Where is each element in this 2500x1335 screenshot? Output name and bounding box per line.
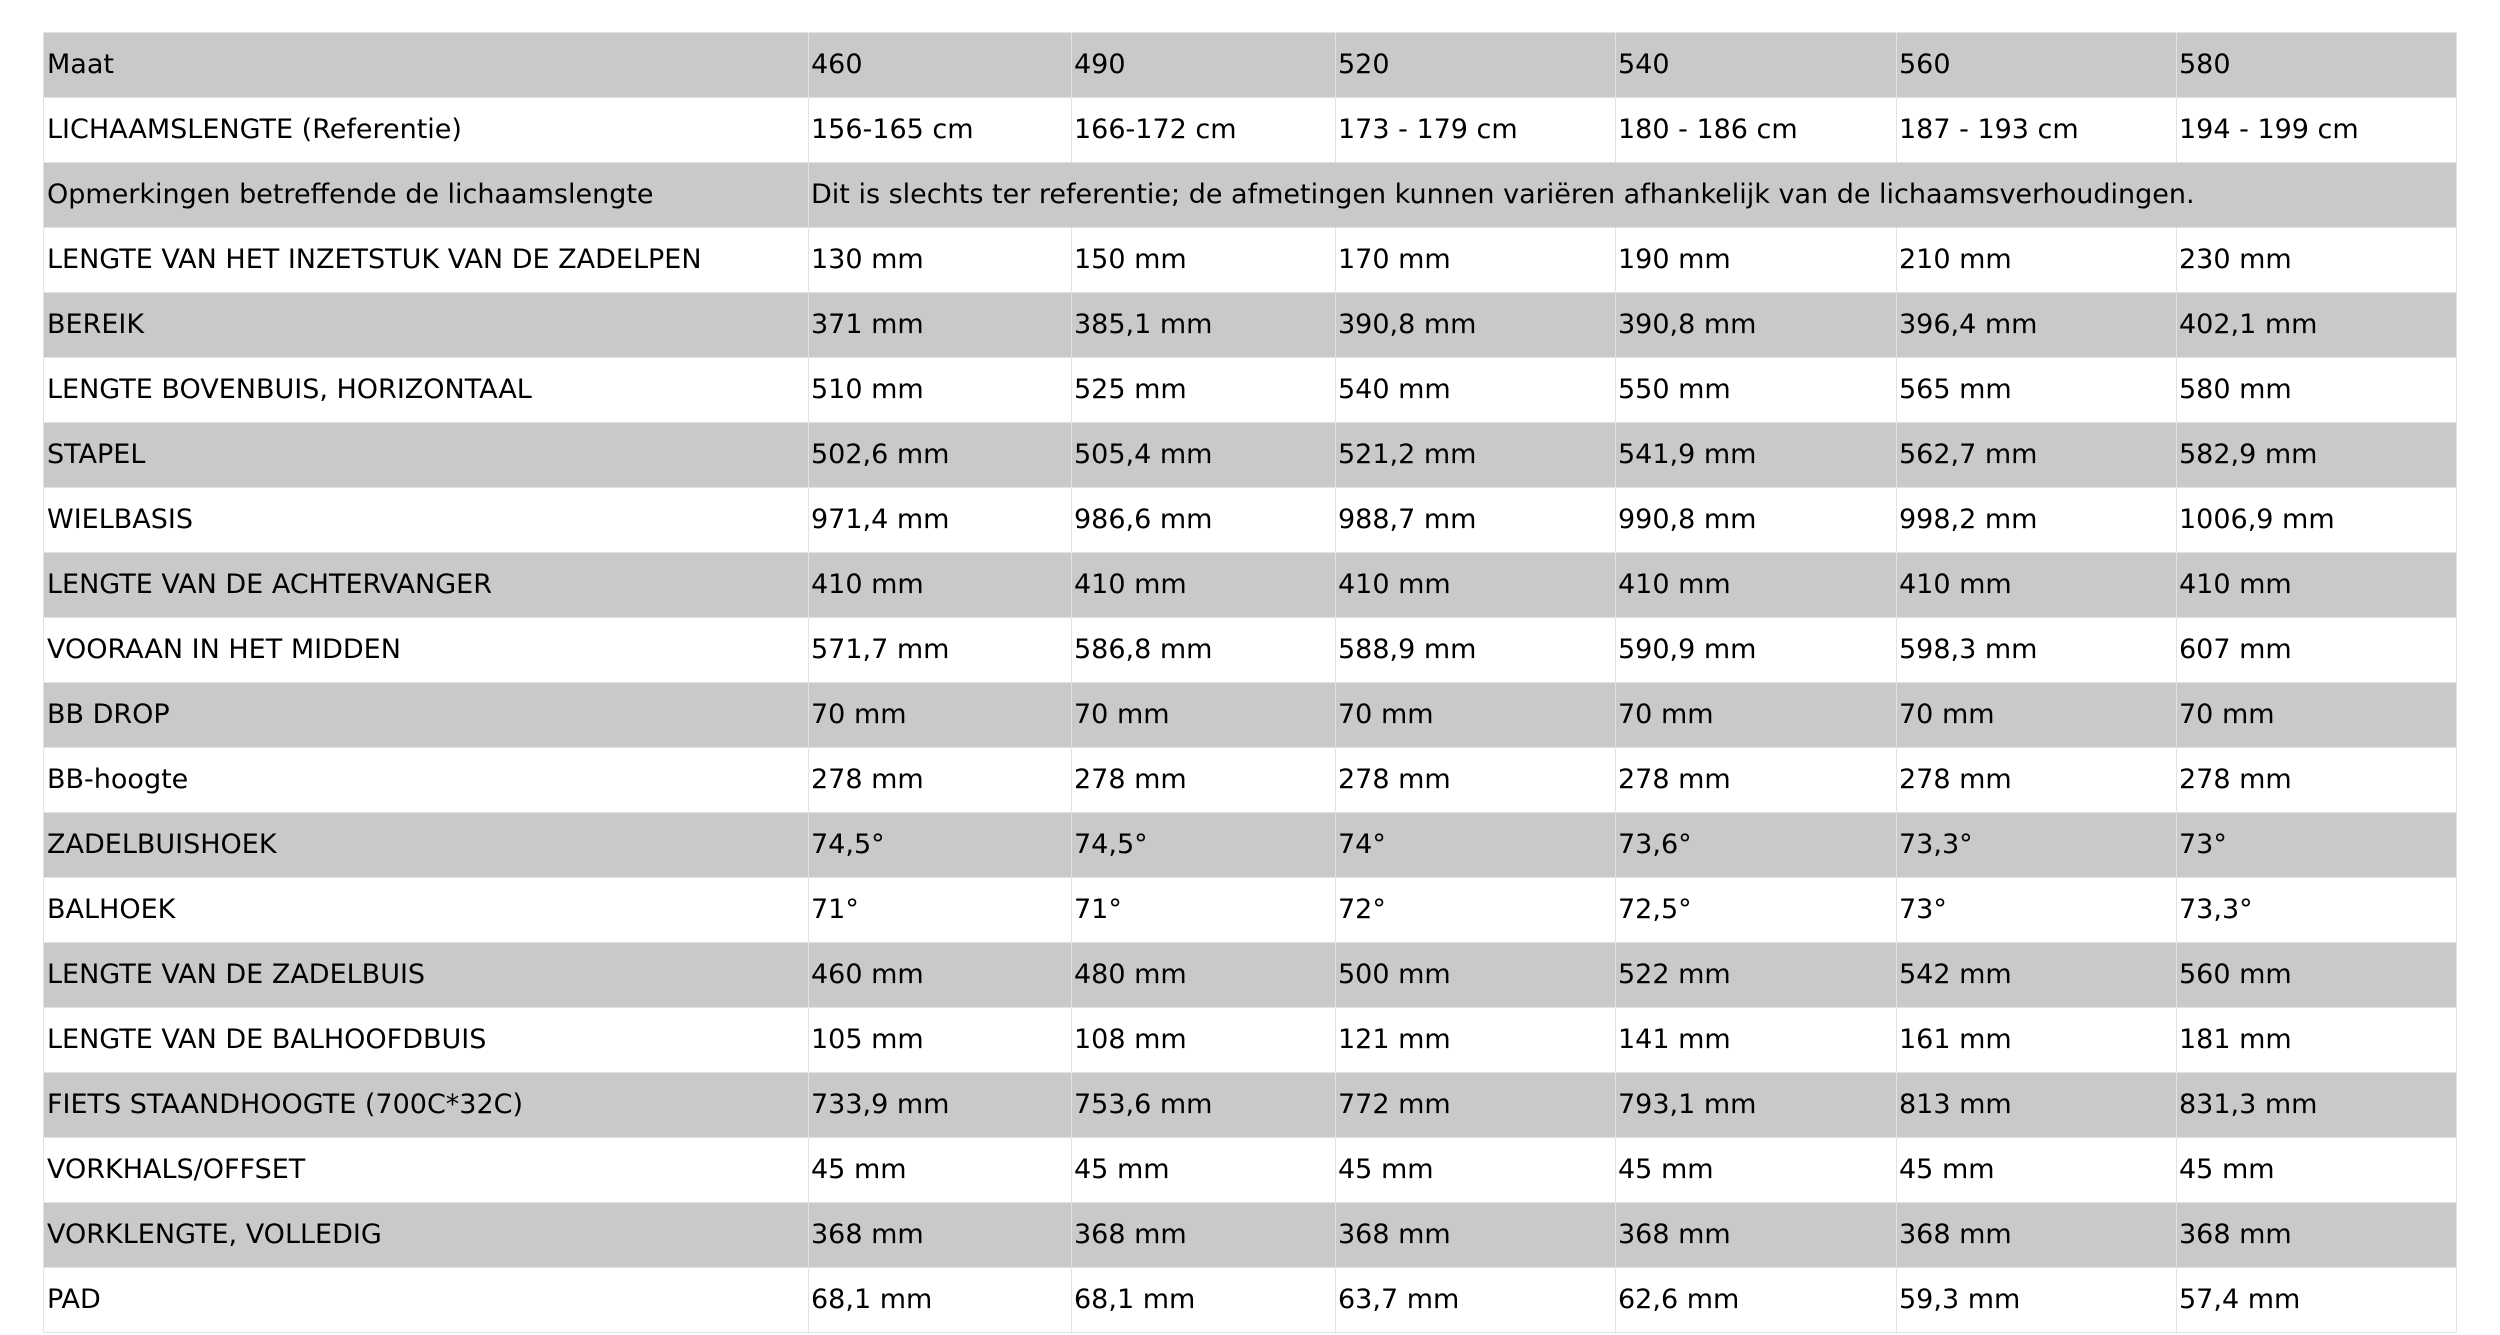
- table-cell: 396,4 mm: [1897, 293, 2177, 358]
- table-cell: 368 mm: [809, 1203, 1072, 1268]
- table-cell: 410 mm: [809, 553, 1072, 618]
- geometry-table-body: [44, 33, 2457, 1333]
- table-cell: 73,3°: [1897, 813, 2177, 878]
- table-row-body-length-note: [44, 163, 2457, 228]
- row-label: BB-hoogte: [44, 748, 809, 813]
- table-cell: 156-165 cm: [809, 98, 1072, 163]
- table-cell: 73°: [2177, 813, 2457, 878]
- table-cell: 410 mm: [1072, 553, 1336, 618]
- table-cell: 161 mm: [1897, 1008, 2177, 1073]
- table-cell: 540 mm: [1336, 358, 1616, 423]
- row-label: LENGTE VAN DE BALHOOFDBUIS: [44, 1008, 809, 1073]
- table-cell: 368 mm: [1616, 1203, 1897, 1268]
- table-cell: 70 mm: [809, 683, 1072, 748]
- table-cell: 971,4 mm: [809, 488, 1072, 553]
- table-cell: 278 mm: [1336, 748, 1616, 813]
- table-cell: 68,1 mm: [1072, 1268, 1336, 1333]
- table-cell: 45 mm: [1897, 1138, 2177, 1203]
- row-label: FIETS STAANDHOOGTE (700C*32C): [44, 1073, 809, 1138]
- table-cell: 542 mm: [1897, 943, 2177, 1008]
- table-cell: 753,6 mm: [1072, 1073, 1336, 1138]
- table-cell: 410 mm: [2177, 553, 2457, 618]
- table-row: [44, 1073, 2457, 1138]
- table-cell: 74,5°: [809, 813, 1072, 878]
- table-cell: 1006,9 mm: [2177, 488, 2457, 553]
- table-cell: 990,8 mm: [1616, 488, 1897, 553]
- table-cell: 562,7 mm: [1897, 423, 2177, 488]
- table-cell: 500 mm: [1336, 943, 1616, 1008]
- table-cell: 521,2 mm: [1336, 423, 1616, 488]
- table-cell: 121 mm: [1336, 1008, 1616, 1073]
- table-row: [44, 683, 2457, 748]
- row-label: LENGTE VAN DE ACHTERVANGER: [44, 553, 809, 618]
- table-cell: 510 mm: [809, 358, 1072, 423]
- size-header-cell: 580: [2177, 33, 2457, 98]
- table-cell: 560 mm: [2177, 943, 2457, 1008]
- table-row: [44, 1203, 2457, 1268]
- table-cell: 385,1 mm: [1072, 293, 1336, 358]
- table-cell: 278 mm: [1897, 748, 2177, 813]
- table-cell: 57,4 mm: [2177, 1268, 2457, 1333]
- table-cell: 590,9 mm: [1616, 618, 1897, 683]
- table-cell: 390,8 mm: [1616, 293, 1897, 358]
- row-label: BEREIK: [44, 293, 809, 358]
- row-label: VORKHALS/OFFSET: [44, 1138, 809, 1203]
- table-cell: 68,1 mm: [809, 1268, 1072, 1333]
- table-row: [44, 553, 2457, 618]
- table-cell: 70 mm: [1072, 683, 1336, 748]
- row-label: PAD: [44, 1268, 809, 1333]
- table-cell: 45 mm: [1072, 1138, 1336, 1203]
- table-cell: 70 mm: [2177, 683, 2457, 748]
- row-label: LENGTE VAN HET INZETSTUK VAN DE ZADELPEN: [44, 228, 809, 293]
- row-label: STAPEL: [44, 423, 809, 488]
- geometry-table: [43, 32, 2457, 1333]
- table-cell: 45 mm: [809, 1138, 1072, 1203]
- table-row: [44, 228, 2457, 293]
- table-cell: 45 mm: [2177, 1138, 2457, 1203]
- table-cell: 571,7 mm: [809, 618, 1072, 683]
- size-header-cell: 460: [809, 33, 1072, 98]
- table-cell: 410 mm: [1336, 553, 1616, 618]
- row-label: LENGTE VAN DE ZADELBUIS: [44, 943, 809, 1008]
- table-cell: 278 mm: [809, 748, 1072, 813]
- table-cell: 402,1 mm: [2177, 293, 2457, 358]
- table-cell: 59,3 mm: [1897, 1268, 2177, 1333]
- table-cell: 582,9 mm: [2177, 423, 2457, 488]
- table-cell: 278 mm: [1616, 748, 1897, 813]
- table-cell: 194 - 199 cm: [2177, 98, 2457, 163]
- table-cell: 390,8 mm: [1336, 293, 1616, 358]
- table-cell: 410 mm: [1616, 553, 1897, 618]
- table-cell: 772 mm: [1336, 1073, 1616, 1138]
- table-cell: 541,9 mm: [1616, 423, 1897, 488]
- table-cell: 813 mm: [1897, 1073, 2177, 1138]
- table-cell: 598,3 mm: [1897, 618, 2177, 683]
- table-row: [44, 748, 2457, 813]
- table-cell: 150 mm: [1072, 228, 1336, 293]
- table-row: [44, 488, 2457, 553]
- size-header-cell: 540: [1616, 33, 1897, 98]
- size-header-label: Maat: [44, 33, 809, 98]
- table-cell: 71°: [1072, 878, 1336, 943]
- table-cell: 170 mm: [1336, 228, 1616, 293]
- table-cell: 71°: [809, 878, 1072, 943]
- table-cell: 62,6 mm: [1616, 1268, 1897, 1333]
- table-cell: 187 - 193 cm: [1897, 98, 2177, 163]
- table-row: [44, 878, 2457, 943]
- table-row: [44, 358, 2457, 423]
- table-cell: 180 - 186 cm: [1616, 98, 1897, 163]
- row-label: BALHOEK: [44, 878, 809, 943]
- table-cell: 190 mm: [1616, 228, 1897, 293]
- table-cell: 522 mm: [1616, 943, 1897, 1008]
- table-cell: 141 mm: [1616, 1008, 1897, 1073]
- table-cell: 173 - 179 cm: [1336, 98, 1616, 163]
- table-cell: 210 mm: [1897, 228, 2177, 293]
- table-cell: 74°: [1336, 813, 1616, 878]
- table-cell: 502,6 mm: [809, 423, 1072, 488]
- table-cell: 368 mm: [1336, 1203, 1616, 1268]
- table-cell: 371 mm: [809, 293, 1072, 358]
- table-cell: 278 mm: [2177, 748, 2457, 813]
- table-cell: 368 mm: [1897, 1203, 2177, 1268]
- table-cell: 580 mm: [2177, 358, 2457, 423]
- table-cell: 72°: [1336, 878, 1616, 943]
- table-cell: 505,4 mm: [1072, 423, 1336, 488]
- table-cell: 368 mm: [1072, 1203, 1336, 1268]
- table-cell: 70 mm: [1897, 683, 2177, 748]
- body-length-note-text: Dit is slechts ter referentie; de afmetingen kunnen variëren afhankelijk van de lichaamsverhoudingen.: [809, 163, 2457, 228]
- table-cell: 70 mm: [1336, 683, 1616, 748]
- table-cell: 793,1 mm: [1616, 1073, 1897, 1138]
- table-cell: 525 mm: [1072, 358, 1336, 423]
- size-header-cell: 560: [1897, 33, 2177, 98]
- row-label: Opmerkingen betreffende de lichaamslengte: [44, 163, 809, 228]
- row-label: LENGTE BOVENBUIS, HORIZONTAAL: [44, 358, 809, 423]
- table-cell: 550 mm: [1616, 358, 1897, 423]
- table-row-body-length: [44, 98, 2457, 163]
- size-header-cell: 520: [1336, 33, 1616, 98]
- row-label: LICHAAMSLENGTE (Referentie): [44, 98, 809, 163]
- size-header-cell: 490: [1072, 33, 1336, 98]
- table-row: [44, 1268, 2457, 1333]
- table-cell: 565 mm: [1897, 358, 2177, 423]
- table-cell: 108 mm: [1072, 1008, 1336, 1073]
- table-header-row: [44, 33, 2457, 98]
- table-cell: 733,9 mm: [809, 1073, 1072, 1138]
- table-cell: 588,9 mm: [1336, 618, 1616, 683]
- table-row: [44, 813, 2457, 878]
- table-row: [44, 1138, 2457, 1203]
- table-cell: 460 mm: [809, 943, 1072, 1008]
- table-cell: 74,5°: [1072, 813, 1336, 878]
- table-cell: 831,3 mm: [2177, 1073, 2457, 1138]
- table-cell: 73°: [1897, 878, 2177, 943]
- table-row: [44, 618, 2457, 683]
- table-cell: 45 mm: [1616, 1138, 1897, 1203]
- table-cell: 586,8 mm: [1072, 618, 1336, 683]
- row-label: BB DROP: [44, 683, 809, 748]
- table-cell: 230 mm: [2177, 228, 2457, 293]
- table-cell: 988,7 mm: [1336, 488, 1616, 553]
- table-cell: 998,2 mm: [1897, 488, 2177, 553]
- table-cell: 986,6 mm: [1072, 488, 1336, 553]
- table-row: [44, 293, 2457, 358]
- row-label: ZADELBUISHOEK: [44, 813, 809, 878]
- table-cell: 73,3°: [2177, 878, 2457, 943]
- table-row: [44, 943, 2457, 1008]
- table-cell: 368 mm: [2177, 1203, 2457, 1268]
- table-cell: 480 mm: [1072, 943, 1336, 1008]
- table-cell: 166-172 cm: [1072, 98, 1336, 163]
- table-cell: 278 mm: [1072, 748, 1336, 813]
- row-label: VORKLENGTE, VOLLEDIG: [44, 1203, 809, 1268]
- row-label: WIELBASIS: [44, 488, 809, 553]
- table-row: [44, 423, 2457, 488]
- table-cell: 73,6°: [1616, 813, 1897, 878]
- table-cell: 105 mm: [809, 1008, 1072, 1073]
- table-row: [44, 1008, 2457, 1073]
- table-cell: 130 mm: [809, 228, 1072, 293]
- table-cell: 45 mm: [1336, 1138, 1616, 1203]
- table-cell: 607 mm: [2177, 618, 2457, 683]
- table-cell: 410 mm: [1897, 553, 2177, 618]
- table-cell: 72,5°: [1616, 878, 1897, 943]
- table-cell: 181 mm: [2177, 1008, 2457, 1073]
- row-label: VOORAAN IN HET MIDDEN: [44, 618, 809, 683]
- table-cell: 63,7 mm: [1336, 1268, 1616, 1333]
- table-cell: 70 mm: [1616, 683, 1897, 748]
